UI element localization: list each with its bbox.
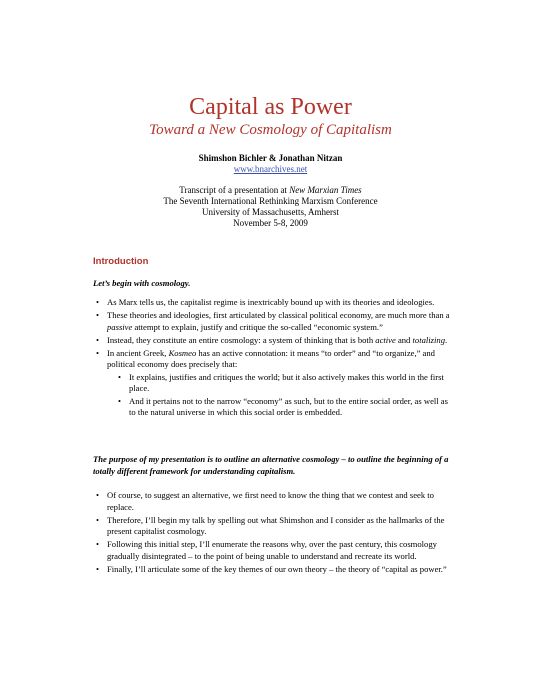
list-item bbox=[93, 564, 453, 576]
document-title: Capital as Power bbox=[189, 94, 352, 120]
transcript-prefix: Transcript of a presentation at bbox=[179, 185, 290, 195]
lead-paragraph-1: Let’s begin with cosmology. bbox=[93, 278, 191, 288]
list-item-text-end: has an active connotation: it means “to order” and “to organize,” and political economy does precisely that: bbox=[107, 347, 435, 369]
list-item bbox=[93, 335, 453, 347]
list-item-text: Finally, I’ll articulate some of the key themes of our own theory – the theory of “capital as power.” bbox=[107, 563, 447, 574]
lead-paragraph-2: The purpose of my presentation is to outline an alternative cosmology – to outline the beginning of a totally different framework for understanding capitalism. bbox=[93, 454, 449, 476]
bullet-glyph: • bbox=[96, 310, 100, 320]
conference-line: The Seventh International Rethinking Marxism Conference bbox=[163, 196, 378, 206]
list-item bbox=[93, 515, 453, 538]
bullet-list-1 bbox=[93, 297, 453, 420]
list-item bbox=[93, 297, 453, 309]
list-item bbox=[93, 539, 453, 562]
list-item bbox=[93, 490, 453, 513]
emphasis-active: active bbox=[375, 334, 396, 345]
document-subtitle: Toward a New Cosmology of Capitalism bbox=[149, 122, 392, 138]
list-item-text-start: These theories and ideologies, first articulated by classical political economy, are much more than a bbox=[107, 310, 450, 320]
emphasis-kosmeo: Kosmeo bbox=[168, 347, 197, 358]
list-item-text: Following this initial step, I’ll enumerate the reasons why, over the past century, this cosmology gradually disintegrated – to the point of being unable to understand and recreate its world. bbox=[107, 539, 437, 561]
university-line: University of Massachusetts, Amherst bbox=[202, 207, 339, 217]
bullet-glyph: • bbox=[96, 334, 100, 345]
bullet-glyph: • bbox=[96, 490, 100, 500]
bullet-glyph: • bbox=[96, 347, 100, 358]
bullet-glyph: • bbox=[96, 297, 100, 307]
list-item-text-start: In ancient Greek, bbox=[107, 347, 169, 358]
list-item bbox=[93, 348, 453, 419]
emphasis-totalizing: totalizing bbox=[412, 334, 445, 345]
bullet-list-2 bbox=[93, 490, 453, 577]
bullet-glyph: • bbox=[96, 563, 100, 574]
authors: Shimshon Bichler & Jonathan Nitzan bbox=[198, 153, 343, 163]
bullet-glyph: • bbox=[118, 371, 122, 382]
list-item-text: As Marx tells us, the capitalist regime is inextricably bound up with its theories and ideologies. bbox=[107, 297, 435, 307]
sub-list-item bbox=[107, 396, 453, 419]
website-link[interactable]: www.bnarchives.net bbox=[233, 164, 308, 174]
list-item-text-start: Instead, they constitute an entire cosmology: a system of thinking that is both bbox=[107, 334, 376, 345]
sub-list-item-text: It explains, justifies and critiques the world; but it also actively makes this world in the first place. bbox=[129, 371, 444, 393]
transcript-line bbox=[0, 185, 541, 196]
list-item-text: Of course, to suggest an alternative, we first need to know the thing that we contest and seek to replace. bbox=[107, 490, 434, 512]
transcript-venue: New Marxian Times bbox=[289, 185, 362, 195]
list-item bbox=[93, 310, 453, 333]
bullet-glyph: • bbox=[118, 395, 122, 406]
bullet-glyph: • bbox=[96, 539, 100, 549]
list-item-text: Therefore, I’ll begin my talk by spelling out what Shimshon and I consider as the hallmarks of the present capitalist cosmology. bbox=[107, 514, 445, 536]
list-item-text-middle: and bbox=[395, 334, 413, 345]
date-line: November 5-8, 2009 bbox=[233, 218, 308, 228]
section-heading: Introduction bbox=[93, 256, 149, 267]
emphasis-passive: passive bbox=[107, 321, 133, 332]
bullet-glyph: • bbox=[96, 514, 100, 525]
list-item-text-end: . bbox=[445, 334, 448, 345]
sub-list-item bbox=[107, 372, 453, 395]
sub-list-item-text: And it pertains not to the narrow “economy” as such, but to the entire social order, as well as to the natural universe in which this social order is embedded. bbox=[129, 395, 448, 417]
sub-list bbox=[107, 372, 453, 419]
list-item-text-end: attempt to explain, justify and critique the so-called “economic system.” bbox=[132, 321, 383, 332]
